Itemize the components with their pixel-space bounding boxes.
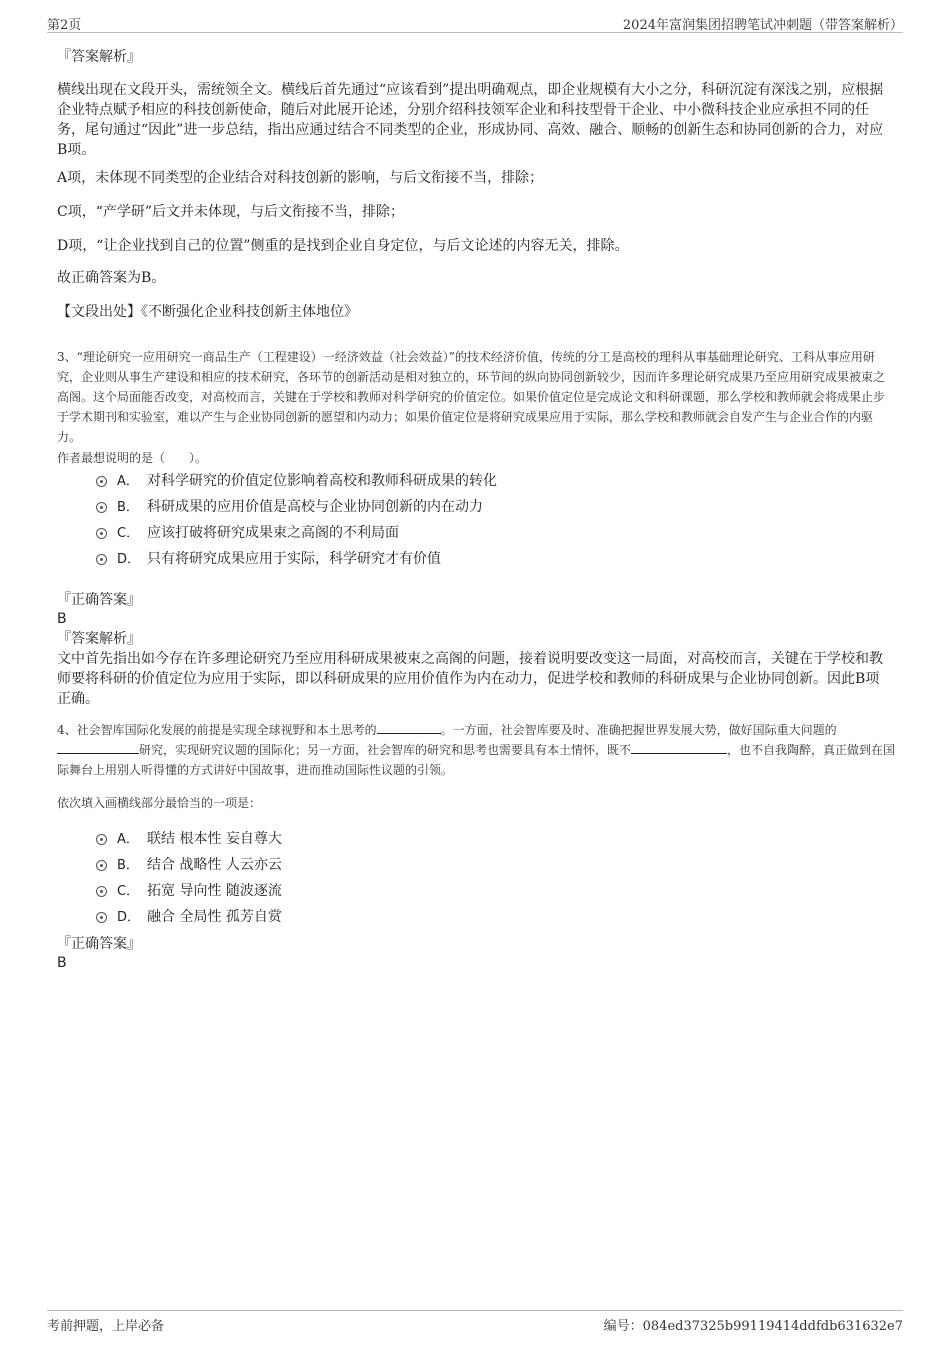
q4-option-a[interactable]: A． 联结 根本性 妄自尊大: [96, 828, 282, 854]
blank-1: [377, 721, 441, 734]
q3-option-b[interactable]: B． 科研成果的应用价值是高校与企业协同创新的内在动力: [96, 496, 497, 522]
page-footer: [47, 1310, 903, 1335]
document-id: 编号：084ed37325b99119414ddfdb631632e7: [603, 1319, 903, 1334]
radio-icon[interactable]: [96, 834, 107, 845]
q4-answer: B: [57, 955, 67, 971]
q3-analysis-text: 文中首先指出如今存在许多理论研究乃至应用科研成果被束之高阁的问题，接着说明要改变这一局面，对高校而言，关键在于学校和教师要将科研的价值定位为应用于实际，即以科研成果的应用价值作为内在动力，促进学校和教师的科研成果与企业协同创新。因此B项正确。: [57, 651, 883, 707]
q2-analysis-label: 『答案解析』: [57, 49, 141, 65]
radio-icon[interactable]: [96, 528, 107, 539]
q2-option-d-note: D项，“让企业找到自己的位置”侧重的是找到企业自身定位，与后文论述的内容无关，排除。: [57, 238, 629, 254]
q4-stem: 4、社会智库国际化发展的前提是实现全球视野和本土思考的 。一方面，社会智库要及时、准确把握世界发展大势，做好国际重大问题的研究，实现研究议题的国际化；另一方面，社会智库的研究和思考也需要具有本土情怀，既不 ，也不自我陶醉，真正做到在国际舞台上用别人听得懂的方式讲好中国故事，进而推动国际性议题的引领。: [57, 723, 896, 777]
q3-analysis-label: 『答案解析』: [57, 631, 141, 647]
q4-option-d[interactable]: D． 融合 全局性 孤芳自赏: [96, 906, 282, 932]
q3-options: [96, 470, 497, 574]
q2-conclusion: 故正确答案为B。: [57, 270, 166, 286]
q4-option-c[interactable]: C． 拓宽 导向性 随波逐流: [96, 880, 282, 906]
q3-answer-label: 『正确答案』: [57, 592, 141, 608]
q3-answer: B: [57, 611, 67, 627]
q2-source: 【文段出处】《不断强化企业科技创新主体地位》: [57, 304, 358, 320]
q3-option-c[interactable]: C． 应该打破将研究成果束之高阁的不利局面: [96, 522, 497, 548]
radio-icon[interactable]: [96, 502, 107, 513]
q3-stem: 3、“理论研究一应用研究一商品生产（工程建设）一经济效益（社会效益）”的技术经济价值，传统的分工是高校的理科从事基础理论研究、工科从事应用研究，企业则从事生产建设和相应的技术研究，各环节的创新活动是相对独立的，环节间的纵向协同创新较少，因而许多理论研究成果乃至应用研究成果被束之高阁。这个局面能否改变，对高校而言，关键在于学校和教师对科学研究的价值定位。如果价值定位是完成论文和科研课题，那么学校和教师就会将成果止步于学术期刊和实验室，难以产生与企业协同创新的愿望和内动力；如果价值定位是将研究成果应用于实际，那么学校和教师就会自发产生与企业合作的内驱力。: [57, 350, 886, 444]
footer-slogan: 考前押题，上岸必备: [47, 1319, 165, 1334]
q4-question: 依次填入画横线部分最恰当的一项是：: [57, 796, 262, 810]
blank-3: [631, 741, 727, 754]
q3-question: 作者最想说明的是（ ）。: [57, 451, 208, 465]
q3-option-d[interactable]: D． 只有将研究成果应用于实际，科学研究才有价值: [96, 548, 497, 574]
q3-option-a[interactable]: A． 对科学研究的价值定位影响着高校和教师科研成果的转化: [96, 470, 497, 496]
radio-icon[interactable]: [96, 912, 107, 923]
radio-icon[interactable]: [96, 886, 107, 897]
q4-option-b[interactable]: B． 结合 战略性 人云亦云: [96, 854, 282, 880]
page-number: 第2页: [47, 18, 82, 33]
q2-option-a-note: A项，未体现不同类型的企业结合对科技创新的影响，与后文衔接不当，排除；: [57, 170, 544, 186]
document-title: 2024年富润集团招聘笔试冲刺题（带答案解析）: [622, 18, 903, 33]
radio-icon[interactable]: [96, 860, 107, 871]
q2-option-c-note: C项，“产学研”后文并未体现，与后文衔接不当，排除；: [57, 204, 405, 220]
radio-icon[interactable]: [96, 554, 107, 565]
blank-2: [57, 741, 139, 754]
page-header: [47, 10, 903, 33]
q4-answer-label: 『正确答案』: [57, 936, 141, 952]
q4-options: [96, 828, 282, 932]
q2-analysis-text: 横线出现在文段开头，需统领全文。横线后首先通过“应该看到”提出明确观点，即企业规模有大小之分，科研沉淀有深浅之别，应根据企业特点赋予相应的科技创新使命，随后对此展开论述，分别介绍科技领军企业和科技型骨干企业、中小微科技企业应承担不同的任务，尾句通过“因此”进一步总结，指出应通过结合不同类型的企业，形成协同、高效、融合、顺畅的创新生态和协同创新的合力，对应B项。: [57, 82, 884, 158]
radio-icon[interactable]: [96, 476, 107, 487]
